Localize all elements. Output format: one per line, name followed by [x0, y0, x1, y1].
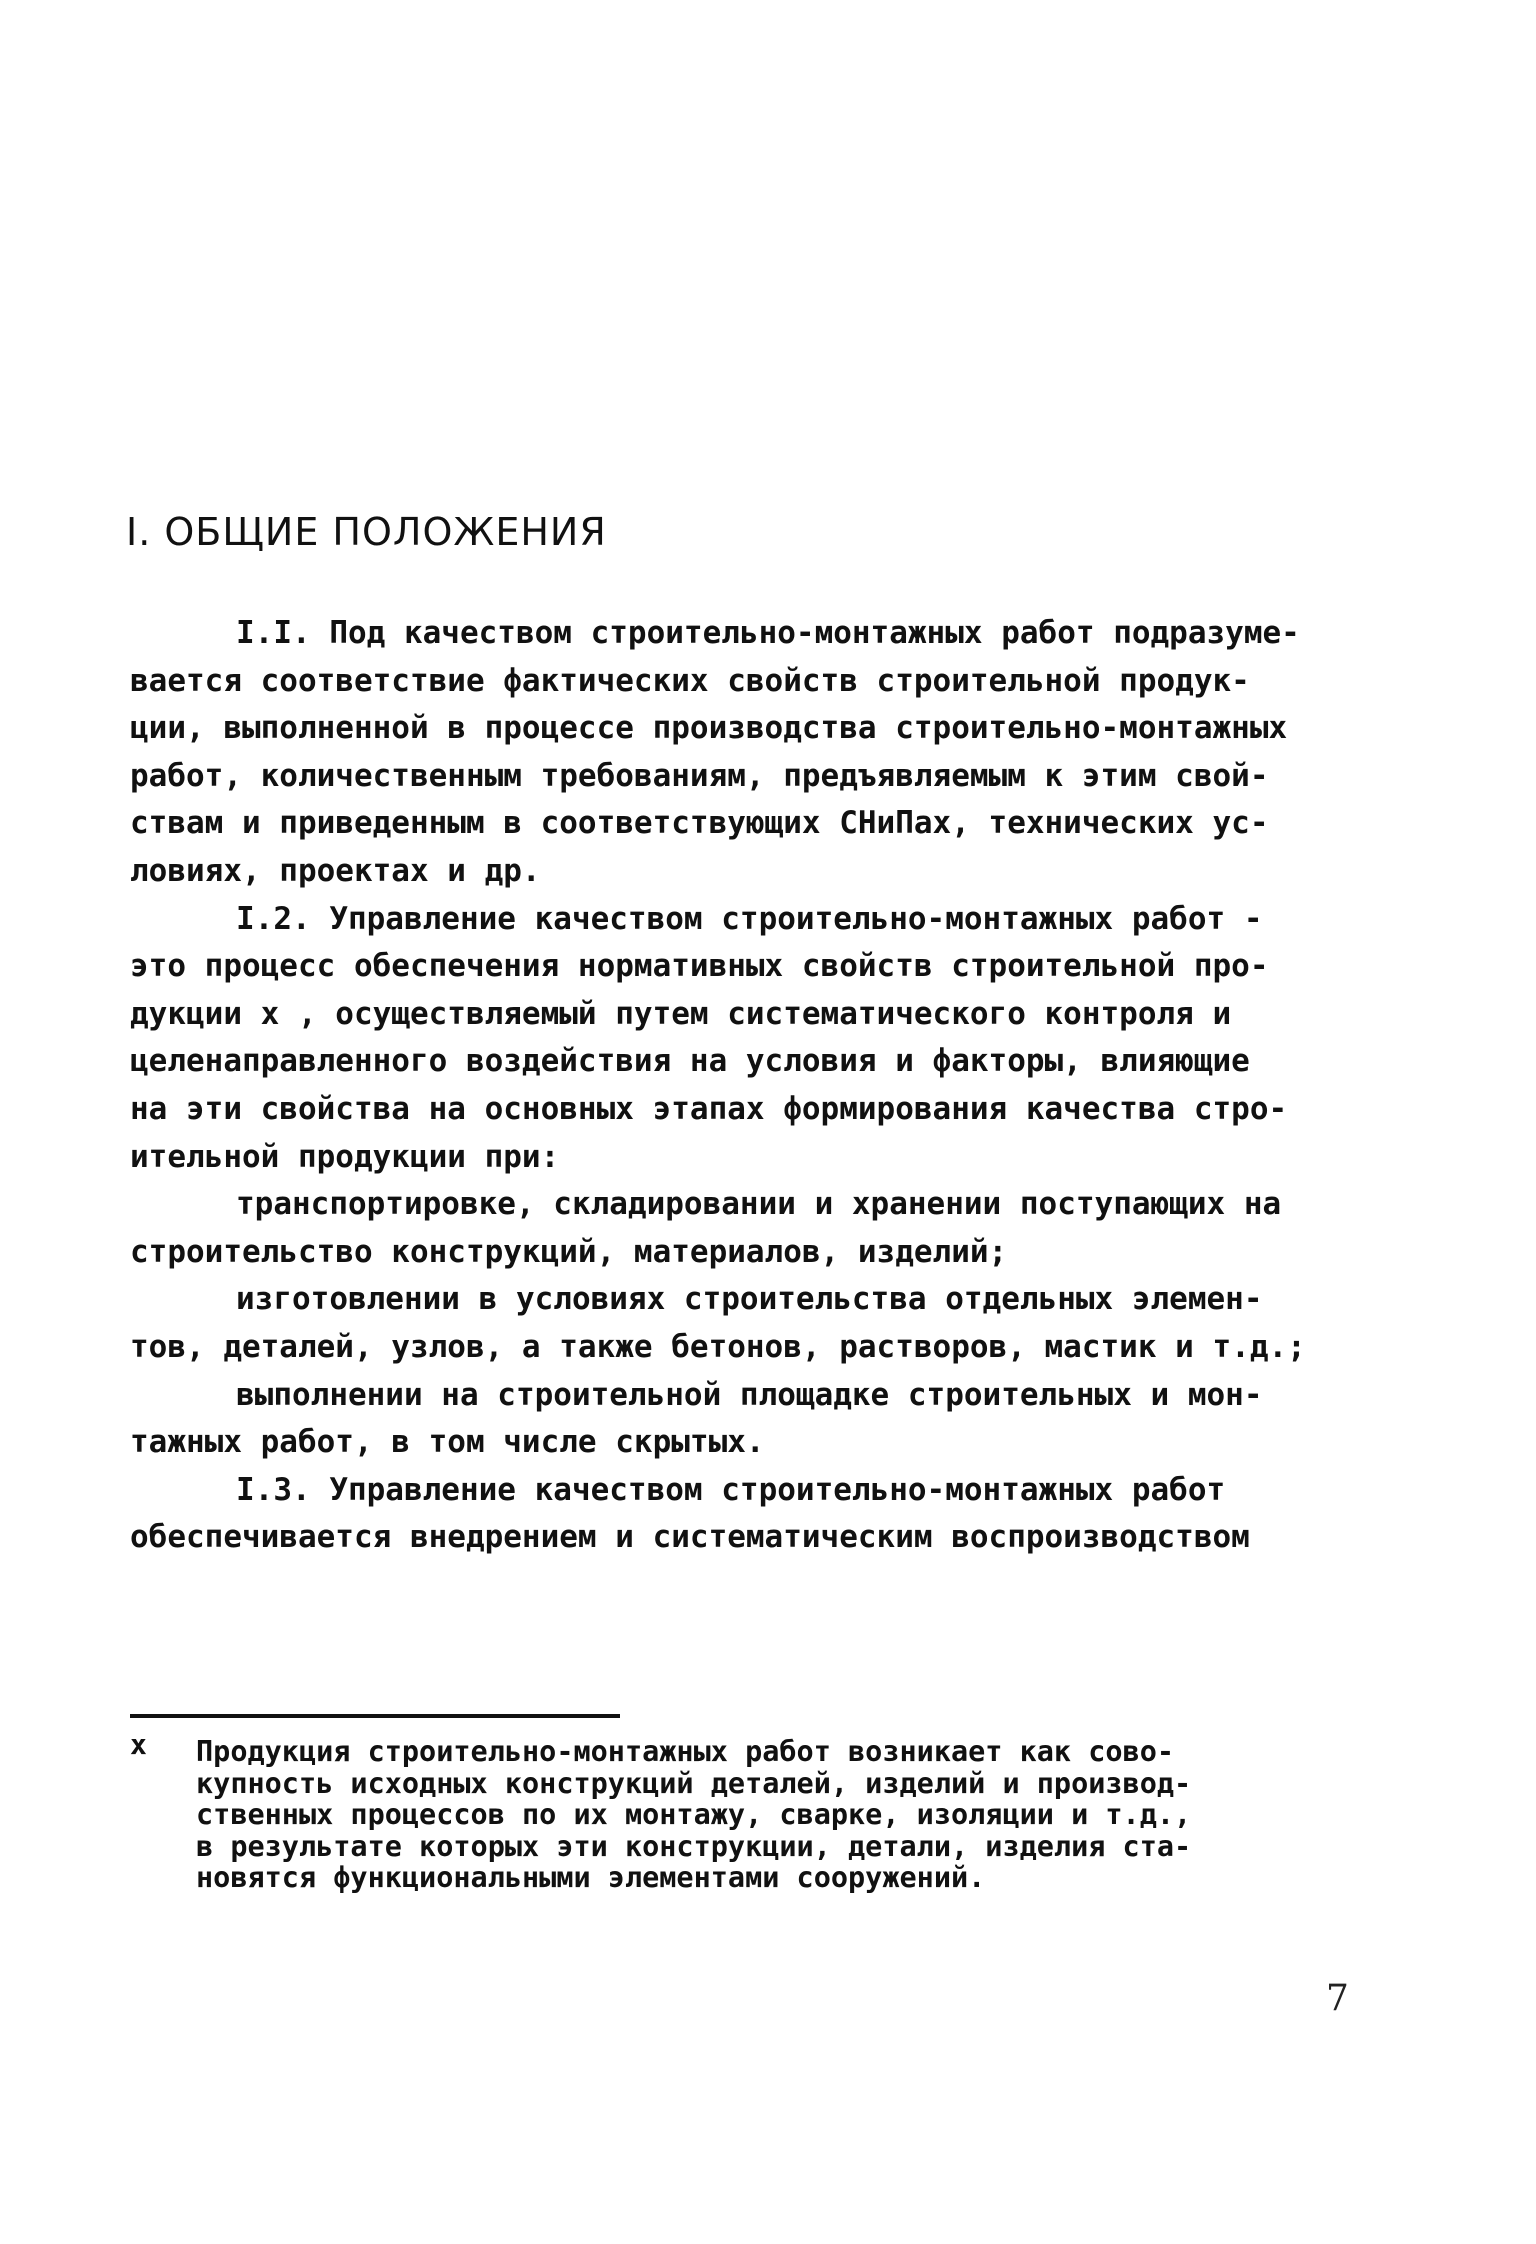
text-line: транспортировке, складировании и хранении поступающих на — [236, 1186, 1282, 1223]
text-line: дукции х , осуществляемый путем систематического контроля и — [130, 995, 1232, 1032]
page-number: 7 — [1326, 1978, 1349, 2019]
footnote-line: Продукция строительно-монтажных работ возникает как сово- — [196, 1735, 1175, 1768]
footnote-line: в результате которых эти конструкции, детали, изделия ста- — [196, 1829, 1192, 1863]
text-line: вается соответствие фактических свойств строительной продук- — [130, 662, 1250, 699]
text-line: это процесс обеспечения нормативных свойств строительной про- — [130, 948, 1269, 985]
text-line: I.I. Под качеством строительно-монтажных работ подразуме- — [236, 615, 1300, 651]
text-line: I.2. Управление качеством строительно-монтажных работ - — [236, 900, 1263, 937]
text-line: ловиях, проектах и др. — [130, 852, 541, 889]
text-line: ствам и приведенным в соответствующих СНиПах, технических ус- — [130, 805, 1269, 842]
text-line: I.3. Управление качеством строительно-монтажных работ — [236, 1471, 1226, 1508]
footnote-line: новятся функциональными элементами сооружений. — [196, 1861, 986, 1894]
text-line: работ, количественным требованиям, предъявляемым к этим свой- — [130, 757, 1269, 794]
footnote-line: купность исходных конструкций деталей, изделий и производ- — [196, 1766, 1192, 1800]
text-line: тов, деталей, узлов, а также бетонов, растворов, мастик и т.д.; — [130, 1328, 1306, 1365]
text-line: строительство конструкций, материалов, изделий; — [130, 1233, 1008, 1270]
text-line: тажных работ, в том числе скрытых. — [130, 1424, 765, 1461]
text-line: обеспечивается внедрением и систематическим воспроизводством — [130, 1519, 1250, 1556]
footnote-mark: х — [130, 1728, 147, 1761]
text-line: ции, выполненной в процессе производства строительно-монтажных — [130, 710, 1288, 747]
text-line: на эти свойства на основных этапах формирования качества стро- — [130, 1090, 1288, 1127]
body-text — [130, 610, 1400, 1562]
text-line: ительной продукции при: — [130, 1138, 560, 1175]
text-line: выполнении на строительной площадке строительных и мон- — [236, 1376, 1263, 1413]
text-line: изготовлении в условиях строительства отдельных элемен- — [236, 1281, 1263, 1318]
footnote-divider — [130, 1714, 620, 1718]
section-heading: I. ОБЩИЕ ПОЛОЖЕНИЯ — [126, 510, 607, 554]
text-line: целенаправленного воздействия на условия и факторы, влияющие — [130, 1043, 1250, 1080]
footnote — [196, 1736, 1396, 1894]
footnote-line: ственных процессов по их монтажу, сварке, изоляции и т.д., — [196, 1798, 1192, 1831]
